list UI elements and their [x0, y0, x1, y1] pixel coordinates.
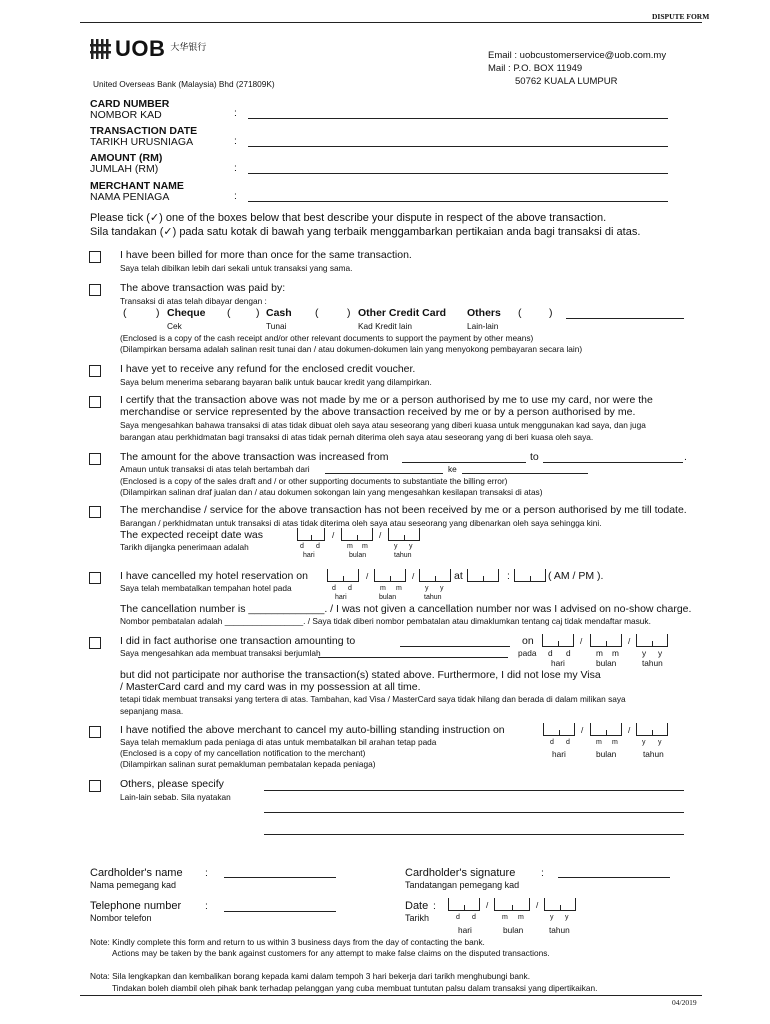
transaction-date-field[interactable]: [248, 146, 668, 147]
tahun-label: tahun: [549, 925, 570, 935]
paren: ): [347, 307, 351, 319]
amount-label: AMOUNT (RM): [90, 152, 163, 164]
bulan-label: bulan: [349, 552, 367, 559]
form-title: DISPUTE FORM: [652, 12, 710, 21]
y-label: y: [394, 543, 398, 550]
contact-mail: Mail : P.O. BOX 11949: [488, 63, 583, 74]
increased-from-field[interactable]: [402, 462, 526, 463]
option-8-text: I did in fact authorise one transaction amounting to: [120, 635, 356, 647]
d-label: d: [332, 585, 336, 592]
m-label: m: [362, 543, 368, 550]
tahun-label: tahun: [394, 552, 412, 559]
option-8-text-ms: Saya mengesahkan ada membuat transaksi berjumlah: [120, 648, 321, 658]
d-label: d: [456, 914, 460, 921]
option-9-note-ms: (Dilampirkan salinan surat pemakluman pembatalan kepada peniaga): [120, 759, 376, 769]
date-slash: /: [379, 530, 382, 540]
option-4-text: I certify that the transaction above was not made by me or a person authorised by me to use my card, nor were the: [120, 394, 653, 406]
y-label: y: [658, 739, 662, 746]
d-label: d: [566, 739, 570, 746]
option-6-checkbox[interactable]: [89, 506, 101, 518]
option-5-checkbox[interactable]: [89, 453, 101, 465]
option-10-checkbox[interactable]: [89, 780, 101, 792]
date-slash: /: [628, 636, 631, 646]
option-6-text: The merchandise / service for the above transaction has not been received by me or a person authorised by me till todate.: [120, 504, 687, 516]
m-label: m: [502, 914, 508, 921]
paren: (: [123, 307, 127, 319]
expected-date-label: The expected receipt date was: [120, 529, 264, 541]
option-2-note: (Enclosed is a copy of the cash receipt and/or other relevant documents to support the payment by other means): [120, 333, 534, 343]
field-colon: :: [234, 107, 237, 119]
option-9-note: (Enclosed is a copy of my cancellation notification to the merchant): [120, 748, 366, 758]
amount-label-ms: JUMLAH (RM): [90, 163, 159, 175]
option-9-text: I have notified the above merchant to cancel my auto-billing standing instruction on: [120, 724, 505, 736]
form-version: 04/2019: [672, 998, 697, 1007]
option-10-text-ms: Lain-lain sebab. Sila nyatakan: [120, 792, 231, 802]
m-label: m: [612, 739, 618, 746]
date-slash: /: [580, 636, 583, 646]
d-label: d: [300, 543, 304, 550]
d-label: d: [566, 648, 571, 658]
uob-logo-icon: [90, 38, 112, 60]
date-slash: /: [628, 725, 631, 735]
y-label: y: [425, 585, 429, 592]
others-field[interactable]: [566, 318, 684, 319]
bulan-label: bulan: [596, 658, 617, 668]
kad-kredit-label: Kad Kredit lain: [358, 321, 412, 331]
option-5-note: (Enclosed is a copy of the sales draft and / or other supporting documents to substantiate the billing error): [120, 476, 508, 486]
paren: (: [315, 307, 319, 319]
others-specify-line-2[interactable]: [264, 812, 684, 813]
time-colon: :: [507, 570, 510, 582]
cardholder-signature-label: Cardholder's signature: [405, 867, 516, 879]
option-4-text-2: merchandise or service represented by the above transaction received by me or by a person authorised by me.: [120, 406, 636, 418]
option-2-text: The above transaction was paid by:: [120, 282, 286, 294]
bulan-label: bulan: [596, 749, 617, 759]
option-1-checkbox[interactable]: [89, 251, 101, 263]
m-label: m: [347, 543, 353, 550]
hari-label: hari: [551, 658, 565, 668]
authorised-day-field[interactable]: [542, 634, 574, 647]
increased-to-field[interactable]: [543, 462, 683, 463]
note-ms-2: Tindakan boleh diambil oleh pihak bank terhadap pelanggan yang cuba membuat tuntutan palsu dalam transaksi yang dipertikaikan.: [112, 983, 598, 993]
option-5-text: The amount for the above transaction was increased from: [120, 451, 389, 463]
option-10-text: Others, please specify: [120, 778, 224, 790]
on-label: on: [522, 635, 534, 647]
y-label: y: [642, 648, 647, 658]
option-4-text-ms: Saya mengesahkan bahawa transaksi di atas tidak dibuat oleh saya atau seseorang yang diberi kuasa untuk menggunakan kad saya, dan juga: [120, 420, 646, 430]
contact-city: 50762 KUALA LUMPUR: [515, 76, 618, 87]
billing-day-field[interactable]: [543, 723, 575, 736]
m-label: m: [380, 585, 386, 592]
cancel-month-field[interactable]: [374, 569, 406, 582]
to-label: to: [530, 451, 539, 463]
option-9-checkbox[interactable]: [89, 726, 101, 738]
cancellation-number-text-ms: Nombor pembatalan adalah _________________. / Saya tidak diberi nombor pembatalan atau dimaklumkan tentang caj tidak mendaftar masuk.: [120, 616, 651, 626]
field-colon: :: [234, 135, 237, 147]
amount-field[interactable]: [248, 173, 668, 174]
merchant-name-label: MERCHANT NAME: [90, 180, 184, 192]
option-other-card[interactable]: Other Credit Card: [358, 307, 447, 319]
y-label: y: [440, 585, 444, 592]
m-label: m: [596, 648, 603, 658]
option-7-text: I have cancelled my hotel reservation on: [120, 570, 308, 582]
option-2-note-ms: (Dilampirkan bersama adalah salinan resit tunai dan / atau dokumen-dokumen lain yang menyokong pembayaran secara lain): [120, 344, 583, 354]
at-label: at: [454, 570, 463, 582]
billing-year-field[interactable]: [636, 723, 668, 736]
transaction-date-label: TRANSACTION DATE: [90, 125, 198, 137]
cancellation-number-text: The cancellation number is _____________. / I was not given a cancellation number nor was I advised on no-show charge.: [120, 603, 692, 615]
uob-logo: [90, 36, 206, 62]
y-label: y: [565, 914, 569, 921]
d-label: d: [550, 739, 554, 746]
option-3-text-ms: Saya belum menerima sebarang bayaran balik untuk baucar kredit yang dilampirkan.: [120, 377, 432, 387]
hari-label: hari: [303, 552, 315, 559]
date-label-ms: Tarikh: [405, 913, 430, 923]
option-cash[interactable]: Cash: [266, 307, 292, 319]
m-label: m: [596, 739, 602, 746]
option-cheque[interactable]: Cheque: [167, 307, 206, 319]
paren: (: [518, 307, 522, 319]
merchant-name-label-ms: NAMA PENIAGA: [90, 191, 170, 203]
m-label: m: [518, 914, 524, 921]
y-label: y: [550, 914, 554, 921]
billing-month-field[interactable]: [590, 723, 622, 736]
date-slash: /: [366, 571, 369, 581]
cancel-hour-field[interactable]: [467, 569, 499, 582]
sign-year-field[interactable]: [544, 898, 576, 911]
cardholder-signature-label-ms: Tandatangan pemegang kad: [405, 880, 520, 890]
tahun-label: tahun: [642, 658, 663, 668]
option-4-text-ms-2: barangan atau perkhidmatan bagi transaksi di atas tidak pernah diterima oleh saya atau seseorang yang di beri kuasa oleh saya.: [120, 432, 594, 442]
logo-chinese: 大华银行: [170, 41, 207, 52]
authorised-year-field[interactable]: [636, 634, 668, 647]
cancel-day-field[interactable]: [327, 569, 359, 582]
field-colon: :: [433, 900, 436, 912]
hari-label: hari: [335, 594, 347, 601]
date-label: Date: [405, 900, 429, 912]
ke-field[interactable]: [462, 473, 588, 474]
d-label: d: [472, 914, 476, 921]
option-5-text-ms: Amaun untuk transaksi di atas telah bertambah dari: [120, 464, 310, 474]
date-slash: /: [581, 725, 584, 735]
contact-email: Email : uobcustomerservice@uob.com.my: [488, 50, 667, 61]
option-8-text-ms-3: sepanjang masa.: [120, 706, 184, 716]
card-number-label-ms: NOMBOR KAD: [90, 109, 162, 121]
field-colon: :: [541, 867, 544, 879]
date-slash: /: [332, 530, 335, 540]
option-8-text-2: but did not participate nor authorise the transaction(s) stated above. Furthermore, I did not lose my Visa: [120, 669, 601, 681]
option-9-text-ms: Saya telah memaklum pada peniaga di atas untuk membatalkan bil arahan tetap pada: [120, 737, 437, 747]
lain-label: Lain-lain: [467, 321, 499, 331]
date-slash: /: [412, 571, 415, 581]
paren: ): [549, 307, 553, 319]
option-8-text-ms-2: tetapi tidak membuat transaksi yang tertera di atas. Tambahan, kad Visa / MasterCard saya tidak hilang dan berada di dalam milikan saya: [120, 694, 626, 704]
cardholder-name-field[interactable]: [224, 877, 336, 878]
field-colon: :: [234, 190, 237, 202]
sign-day-field[interactable]: [448, 898, 480, 911]
authorised-month-field[interactable]: [590, 634, 622, 647]
expected-date-label-ms: Tarikh dijangka penerimaan adalah: [120, 542, 249, 552]
expected-year-field[interactable]: [388, 528, 420, 541]
date-slash: /: [486, 900, 489, 910]
card-number-field[interactable]: [248, 118, 668, 119]
y-label: y: [642, 739, 646, 746]
expected-day-field[interactable]: [297, 528, 325, 541]
option-2-checkbox[interactable]: [89, 284, 101, 296]
note-ms: Nota: Sila lengkapkan dan kembalikan borang kepada kami dalam tempoh 3 hari bekerja dari tarikh menghubungi bank.: [90, 971, 531, 981]
option-6-text-ms: Barangan / perkhidmatan untuk transaksi di atas tidak diterima oleh saya atau seseorang yang dibenarkan oleh saya sehingga kini.: [120, 518, 602, 528]
option-5-note-ms: (Dilampirkan salinan draf jualan dan / atau dokumen sokongan lain yang mengesahkan kesilapan transaksi di atas): [120, 487, 543, 497]
footer-rule: [80, 995, 702, 996]
d-label: d: [548, 648, 553, 658]
others-specify-line-1[interactable]: [264, 790, 684, 791]
paren: ): [156, 307, 160, 319]
option-8-text-3: / MasterCard card and my card was in my possession at all time.: [120, 681, 421, 693]
instruction-ms: Sila tandakan (✓) pada satu kotak di bawah yang terbaik menggambarkan pertikaian anda bagi transaksi di atas.: [90, 226, 641, 238]
authorised-amount-field[interactable]: [400, 646, 510, 647]
option-1-text: I have been billed for more than once for the same transaction.: [120, 249, 412, 261]
cek-label: Cek: [167, 321, 182, 331]
paren: ): [256, 307, 260, 319]
m-label: m: [612, 648, 619, 658]
option-8-checkbox[interactable]: [89, 637, 101, 649]
telephone-label-ms: Nombor telefon: [90, 913, 152, 923]
bulan-label: bulan: [379, 594, 397, 601]
field-colon: :: [205, 867, 208, 879]
others-specify-line-3[interactable]: [264, 834, 684, 835]
cardholder-name-label: Cardholder's name: [90, 867, 183, 879]
m-label: m: [396, 585, 402, 592]
cardholder-name-label-ms: Nama pemegang kad: [90, 880, 177, 890]
pada-label: pada: [518, 648, 537, 658]
telephone-label: Telephone number: [90, 900, 182, 912]
am-pm-label: ( AM / PM ).: [548, 570, 604, 582]
bank-name: United Overseas Bank (Malaysia) Bhd (271809K): [93, 79, 275, 89]
tahun-label: tahun: [643, 749, 664, 759]
note-en-2: Actions may be taken by the bank against customers for any attempt to make false claims on the disputed transactions.: [112, 948, 550, 958]
d-label: d: [316, 543, 320, 550]
y-label: y: [658, 648, 663, 658]
y-label: y: [409, 543, 413, 550]
transaction-date-label-ms: TARIKH URUSNIAGA: [90, 136, 194, 148]
field-colon: :: [205, 900, 208, 912]
cancel-minute-field[interactable]: [514, 569, 546, 582]
expected-month-field[interactable]: [341, 528, 373, 541]
hari-label: hari: [552, 749, 566, 759]
tunai-label: Tunai: [266, 321, 287, 331]
sign-month-field[interactable]: [494, 898, 530, 911]
option-others[interactable]: Others: [467, 307, 501, 319]
option-2-text-ms: Transaksi di atas telah dibayar dengan :: [120, 296, 267, 306]
note-en: Note: Kindly complete this form and return to us within 3 business days from the day of contacting the bank.: [90, 937, 485, 947]
option-7-text-ms: Saya telah membatalkan tempahan hotel pada: [120, 583, 292, 593]
option-1-text-ms: Saya telah dibilkan lebih dari sekali untuk transaksi yang sama.: [120, 263, 353, 273]
logo-text: UOB: [115, 36, 166, 61]
paren: (: [227, 307, 231, 319]
option-3-checkbox[interactable]: [89, 365, 101, 377]
telephone-field[interactable]: [224, 911, 336, 912]
cardholder-signature-field[interactable]: [558, 877, 670, 878]
card-number-label: CARD NUMBER: [90, 98, 170, 110]
merchant-name-field[interactable]: [248, 201, 668, 202]
jumlah-field[interactable]: [318, 657, 508, 658]
cancel-year-field[interactable]: [419, 569, 451, 582]
tahun-label: tahun: [424, 594, 442, 601]
date-slash: /: [536, 900, 539, 910]
option-4-checkbox[interactable]: [89, 396, 101, 408]
option-7-checkbox[interactable]: [89, 572, 101, 584]
field-colon: :: [234, 162, 237, 174]
d-label: d: [348, 585, 352, 592]
instruction-en: Please tick (✓) one of the boxes below that best describe your dispute in respect of the above transaction.: [90, 212, 607, 224]
dari-field[interactable]: [325, 473, 443, 474]
header-rule: [80, 22, 702, 23]
bulan-label: bulan: [503, 925, 524, 935]
ke-label: ke: [448, 464, 457, 474]
hari-label: hari: [458, 925, 472, 935]
option-3-text: I have yet to receive any refund for the enclosed credit voucher.: [120, 363, 416, 375]
period: .: [684, 451, 687, 463]
